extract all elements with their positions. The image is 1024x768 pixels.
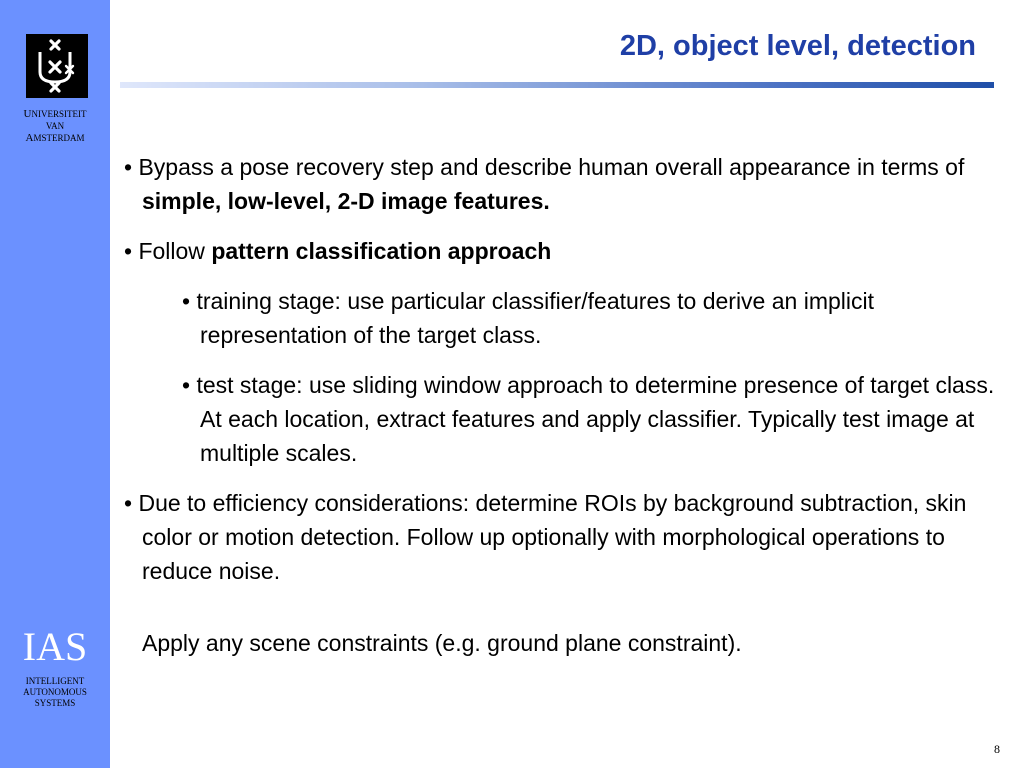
slide-title: 2D, object level, detection [619, 30, 976, 62]
bullet-pose-recovery [124, 150, 1004, 218]
bullet-bold-text: simple, low-level, 2-D image features. [142, 188, 550, 214]
slide-body [124, 150, 1004, 660]
bullet-text: Bypass a pose recovery step and describe human overall appearance in terms of [138, 154, 965, 180]
bullet-dot: • [124, 238, 133, 264]
ias-line3: SYSTEMS [34, 698, 76, 708]
bullet-text: Due to efficiency considerations: determine ROIs by background subtraction, skin color or motion detection. Follow up optionally with morphological operations to reduce noise. [138, 490, 967, 584]
uni-line1-initial: U [23, 108, 32, 120]
subbullet-test-stage [182, 368, 1004, 470]
ias-subtitle [0, 676, 110, 709]
closing-statement: Apply any scene constraints (e.g. ground plane constraint). [142, 630, 742, 656]
subbullet-training-stage [182, 284, 1004, 352]
ias-line1: INTELLIGENT [25, 676, 85, 686]
bullet-efficiency [124, 486, 1004, 588]
bullet-bold-text: pattern classification approach [211, 238, 552, 264]
ias-logo-text: IAS [22, 624, 88, 669]
title-underline-rule [120, 82, 994, 88]
bullet-dot: • [182, 288, 191, 314]
uni-line2: VAN [45, 121, 65, 131]
subbullet-text: test stage: use sliding window approach to determine presence of target class. At each location, extract features and apply classifier. Typically test image at multiple scales. [196, 372, 995, 466]
bullet-dot: • [124, 154, 133, 180]
page-number: 8 [994, 742, 1000, 756]
bullet-pattern-classification [124, 234, 1004, 268]
bullet-text: Follow [138, 238, 212, 264]
uva-crosses-logo-icon [26, 34, 88, 98]
uni-line3-rest: MSTERDAM [33, 133, 85, 143]
subbullet-text: training stage: use particular classifier/features to derive an implicit representation of the target class. [196, 288, 874, 348]
uni-line3-initial: A [25, 132, 34, 144]
uni-line1-rest: NIVERSITEIT [31, 109, 87, 119]
university-name [0, 108, 110, 144]
sidebar [0, 0, 110, 768]
bullet-dot: • [182, 372, 191, 398]
ias-line2: AUTONOMOUS [23, 687, 87, 697]
bullet-dot: • [124, 490, 133, 516]
